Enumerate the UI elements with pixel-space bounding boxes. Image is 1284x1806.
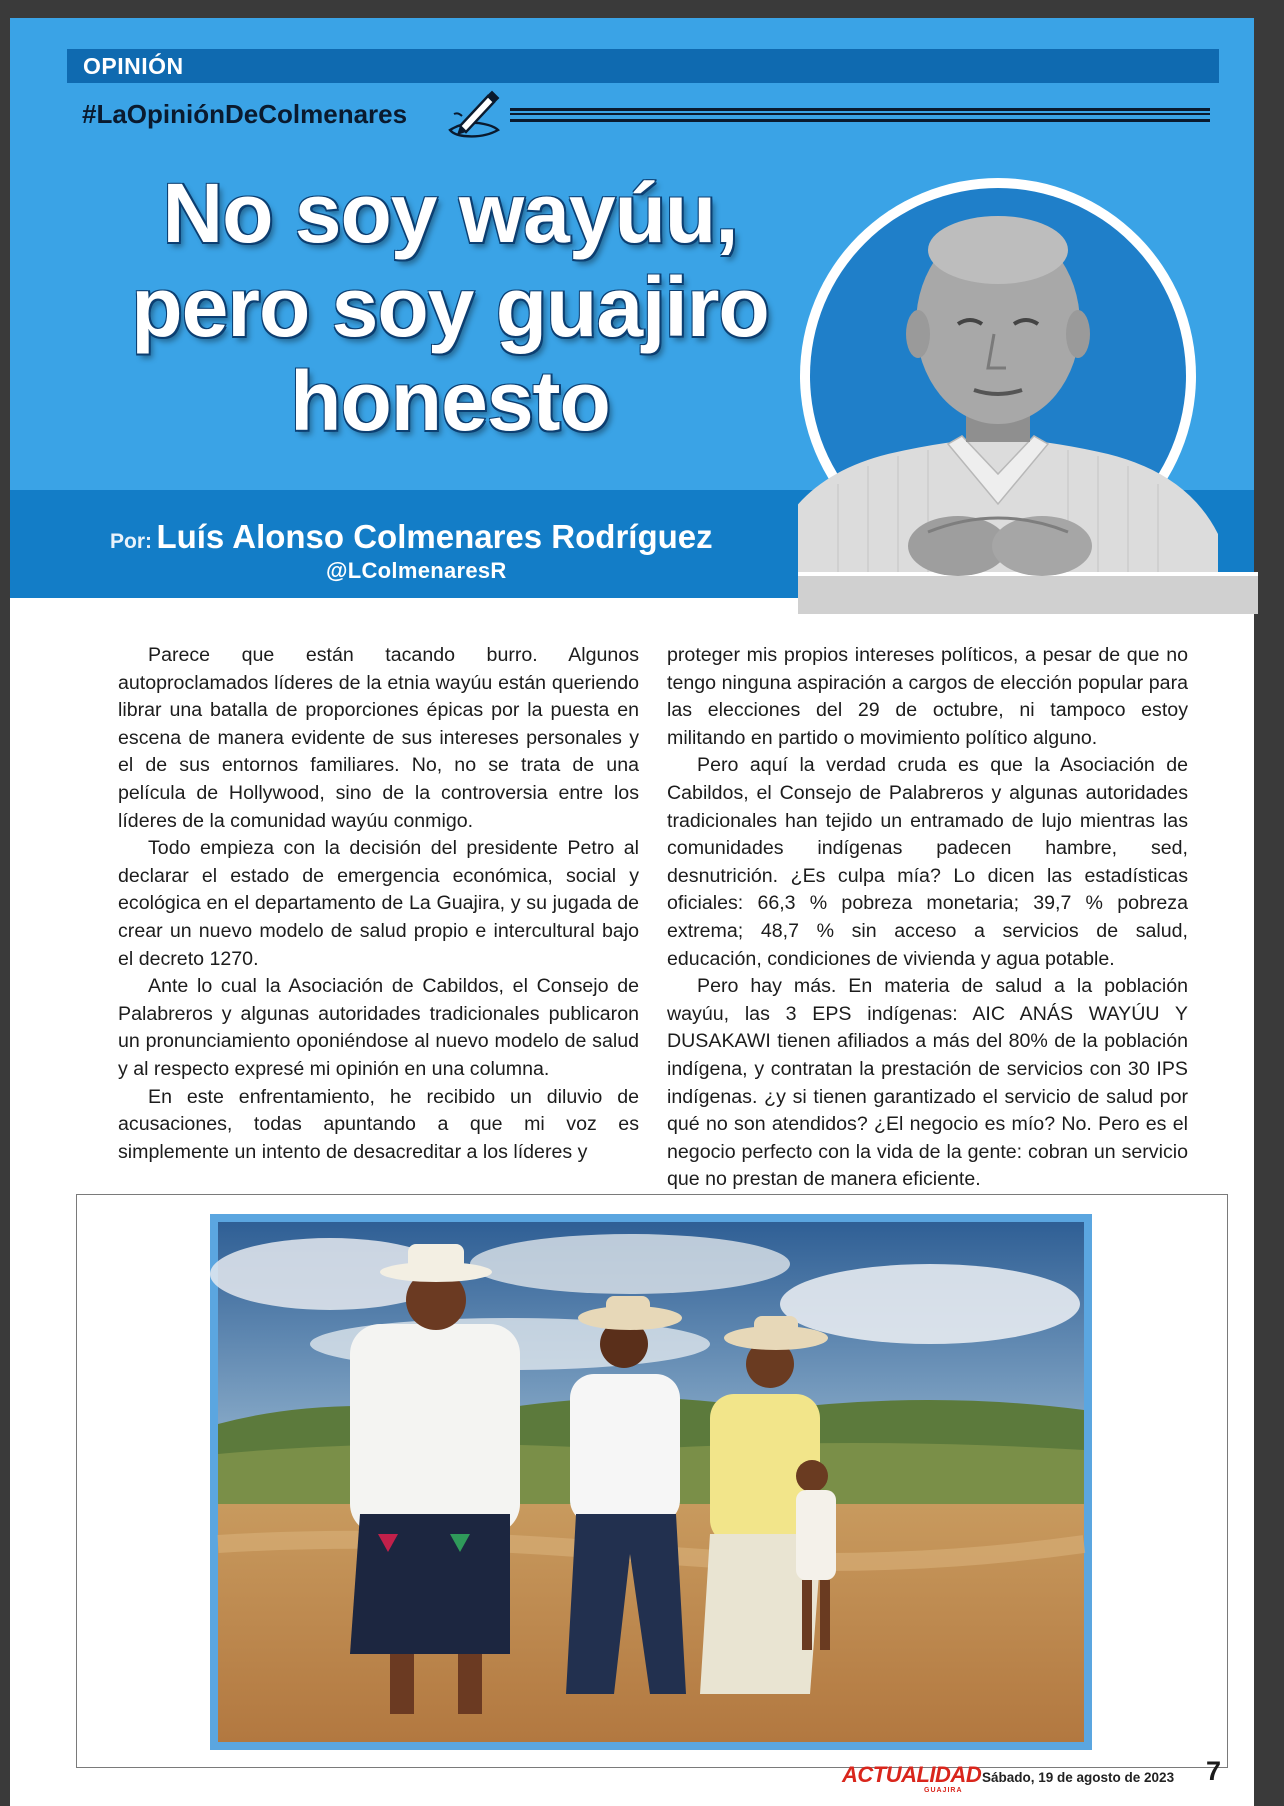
byline bbox=[110, 518, 713, 556]
article-paragraph: Ante lo cual la Asociación de Cabildos, el Consejo de Palabreros y algunas autoridades tradicionales publicaron un pronunciamiento oponiéndose al nuevo modelo de salud y al respecto expresé mi opinión en una columna. bbox=[118, 975, 639, 1080]
article-headline bbox=[90, 166, 810, 448]
article-paragraph: Pero aquí la verdad cruda es que la Asociación de Cabildos, el Consejo de Palabreros y algunas autoridades tradicionales han tejido un entramado de lujo mientras las comunidades indígenas padecen hambre, sed, desnutrición. ¿Es culpa mía? Lo dicen las estadísticas oficiales: 66,3 % pobreza monetaria; 39,7 % pobreza extrema; 48,7 % sin acceso a servicios de salud, educación, condiciones de vivienda y agua potable. bbox=[667, 754, 1188, 970]
author-portrait bbox=[798, 154, 1260, 614]
issue-date: Sábado, 19 de agosto de 2023 bbox=[982, 1770, 1175, 1785]
page-number: 7 bbox=[1206, 1756, 1222, 1786]
hashtag-divider bbox=[510, 108, 1210, 122]
article-paragraph: Todo empieza con la decisión del presidente Petro al declarar el estado de emergencia económica, social y ecológica en el departamento de La Guajira, y su jugada de crear un nuevo modelo de salud propio e intercultural bajo el decreto 1270. bbox=[118, 837, 639, 970]
article-paragraph: proteger mis propios intereses políticos, a pesar de que no tengo ninguna aspiración a cargos de elección popular para las elecciones del 29 de octubre, ni tampoco estoy militando en partido o movimiento político alguno. bbox=[667, 644, 1188, 749]
publication-logo-sub: GUAJIRA bbox=[924, 1787, 963, 1794]
newspaper-page bbox=[10, 18, 1254, 1806]
headline-line: pero soy guajiro bbox=[131, 260, 769, 354]
byline-prefix: Por: bbox=[110, 530, 152, 553]
column-hashtag: #LaOpiniónDeColmenares bbox=[82, 99, 408, 129]
publication-logo: ACTUALIDAD bbox=[842, 1762, 982, 1787]
article-photo bbox=[210, 1214, 1092, 1750]
author-name: Luís Alonso Colmenares Rodríguez bbox=[156, 518, 713, 555]
article-column-right bbox=[667, 642, 1188, 1194]
section-label: OPINIÓN bbox=[67, 49, 1219, 83]
author-handle: @LColmenaresR bbox=[326, 558, 507, 583]
article-column-left bbox=[118, 642, 639, 1166]
article-paragraph: Parece que están tacando burro. Algunos autoproclamados líderes de la etnia wayúu están queriendo librar una batalla de proporciones épicas por la puesta en escena de manera evidente de sus intereses personales y el de sus entornos familiares. No, no se trata de una película de Hollywood, sino de la controversia entre los líderes de la comunidad wayúu conmigo. bbox=[118, 644, 639, 832]
pen-on-paper-icon bbox=[444, 84, 504, 144]
headline-line: No soy wayúu, bbox=[162, 166, 738, 260]
article-paragraph: En este enfrentamiento, he recibido un diluvio de acusaciones, todas apuntando a que mi voz es simplemente un intento de desacreditar a los líderes y bbox=[118, 1085, 639, 1163]
article-paragraph: Pero hay más. En materia de salud a la población wayúu, las 3 EPS indígenas: AIC ANÁS WAYÚU Y DUSAKAWI tienen afiliados a más del 80% de la población indígena, y contratan la prestación de servicios con 30 IPS indígenas. ¿y si tienen garantizado el servicio de salud por qué no son atendidos? ¿El negocio es mío? No. Pero es el negocio perfecto con la vida de la gente: cobran un servicio que no prestan de manera eficiente. bbox=[667, 975, 1188, 1191]
headline-line: honesto bbox=[290, 354, 610, 448]
